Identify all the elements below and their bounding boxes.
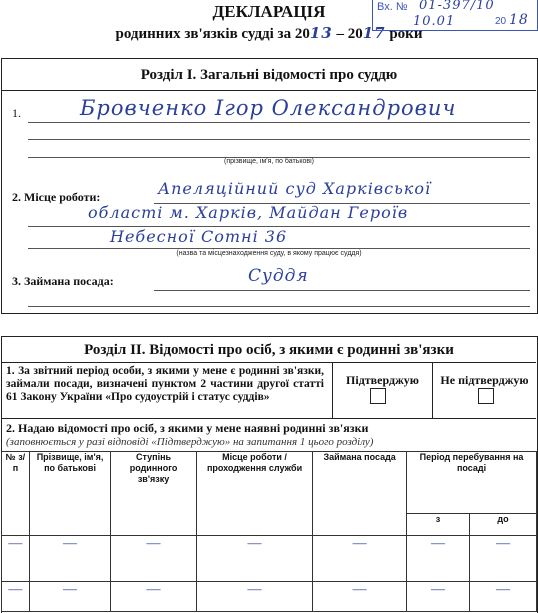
col-from-header: з bbox=[407, 514, 470, 536]
stamp-label: Вх. № bbox=[377, 1, 408, 13]
cell-dash: — bbox=[29, 582, 110, 612]
table-row bbox=[2, 582, 537, 612]
cell-dash: — bbox=[29, 536, 110, 582]
question-2-note: (заповнюється у разі відповіді «Підтверджую» на запитання 1 цього розділу) bbox=[6, 436, 374, 448]
cell-dash: — bbox=[2, 582, 30, 612]
confirm-checkbox-square[interactable] bbox=[370, 388, 386, 404]
stamp-year: 18 bbox=[509, 12, 529, 28]
not-confirm-checkbox-square[interactable] bbox=[478, 388, 494, 404]
col-num-header: № з/п bbox=[2, 452, 30, 536]
document-title: ДЕКЛАРАЦІЯ bbox=[212, 2, 326, 21]
year-to-prefix: 20 bbox=[347, 26, 363, 42]
stamp-year-prefix: 20 bbox=[495, 16, 507, 27]
work-handwritten-line-1: Апеляційний суд Харківської bbox=[158, 179, 432, 198]
cell-dash: — bbox=[469, 582, 536, 612]
work-handwritten-line-3: Небесної Сотні 36 bbox=[110, 227, 288, 246]
confirm-checkbox[interactable] bbox=[370, 388, 386, 404]
col-to-header: до bbox=[469, 514, 536, 536]
name-line-1 bbox=[28, 122, 530, 123]
cell-dash: — bbox=[407, 536, 470, 582]
col-work-header: Місце роботи /проходження служби bbox=[196, 452, 312, 536]
stamp-number: 01-397/10 bbox=[419, 0, 495, 13]
table-row bbox=[2, 536, 537, 582]
position-line-1 bbox=[154, 290, 530, 291]
position-handwritten: Суддя bbox=[248, 266, 309, 286]
section-2-title: Розділ ІІ. Відомості про осіб, з якими є родинні зв'язки bbox=[2, 338, 536, 363]
subtitle-suffix: роки bbox=[389, 26, 423, 42]
cell-dash: — bbox=[196, 582, 312, 612]
col-degree-header: Ступінь родинного зв'язку bbox=[111, 452, 197, 536]
not-confirm-label: Не підтверджую bbox=[440, 373, 529, 387]
cell-dash: — bbox=[407, 582, 470, 612]
cell-dash: — bbox=[2, 536, 30, 582]
confirm-label: Підтверджую bbox=[346, 373, 419, 387]
work-label: 2. Місце роботи: bbox=[12, 190, 101, 204]
section-1-title: Розділ І. Загальні відомості про суддю bbox=[2, 60, 536, 91]
work-line-2 bbox=[28, 226, 530, 227]
cell-dash: — bbox=[313, 536, 407, 582]
work-handwritten-line-2: області м. Харків, Майдан Героїв bbox=[88, 203, 409, 222]
cell-dash: — bbox=[111, 582, 197, 612]
position-line-2 bbox=[28, 306, 530, 307]
cell-dash: — bbox=[196, 536, 312, 582]
item-1-number: 1. bbox=[12, 106, 21, 120]
stamp-date: 10.01 bbox=[413, 14, 456, 29]
q1-divider-2 bbox=[432, 362, 433, 418]
work-line-1 bbox=[154, 203, 530, 204]
not-confirm-checkbox[interactable] bbox=[478, 388, 494, 404]
col-name-header: Прізвище, ім'я, по батькові bbox=[29, 452, 110, 536]
relatives-table bbox=[1, 451, 537, 612]
work-line-3 bbox=[28, 248, 530, 249]
judge-name-handwritten: Бровченко Ігор Олександрович bbox=[80, 96, 457, 120]
position-label: 3. Займана посада: bbox=[12, 274, 114, 288]
cell-dash: — bbox=[469, 536, 536, 582]
cell-dash: — bbox=[111, 536, 197, 582]
col-position-header: Займана посада bbox=[313, 452, 407, 536]
cell-dash: — bbox=[313, 582, 407, 612]
col-period-header: Період перебування на посаді bbox=[407, 452, 537, 514]
year-from-handwritten: 13 bbox=[309, 24, 333, 42]
subtitle-dash: – bbox=[336, 26, 344, 42]
question-2-title: 2. Надаю відомості про осіб, з якими у мене наявні родинні зв'язки bbox=[6, 421, 369, 435]
q1-divider-1 bbox=[332, 362, 333, 418]
registration-stamp bbox=[372, 0, 538, 31]
name-line-2 bbox=[28, 139, 530, 140]
question-1-text: 1. За звітний період особи, з якими у мене є родинні зв'язки, займали посади, визначені пунктом 2 частини другої статті 61 Закону України «Про судоустрій і статус суддів» bbox=[6, 365, 324, 403]
q2-top-border bbox=[2, 418, 536, 419]
subtitle-prefix: родинних зв'язків судді за 20 bbox=[115, 26, 310, 42]
name-caption: (прізвище, ім'я, по батькові) bbox=[224, 158, 314, 165]
work-caption: (назва та місцезнаходження суду, в якому працює суддя) bbox=[176, 250, 362, 257]
year-to-handwritten: 17 bbox=[362, 24, 386, 42]
